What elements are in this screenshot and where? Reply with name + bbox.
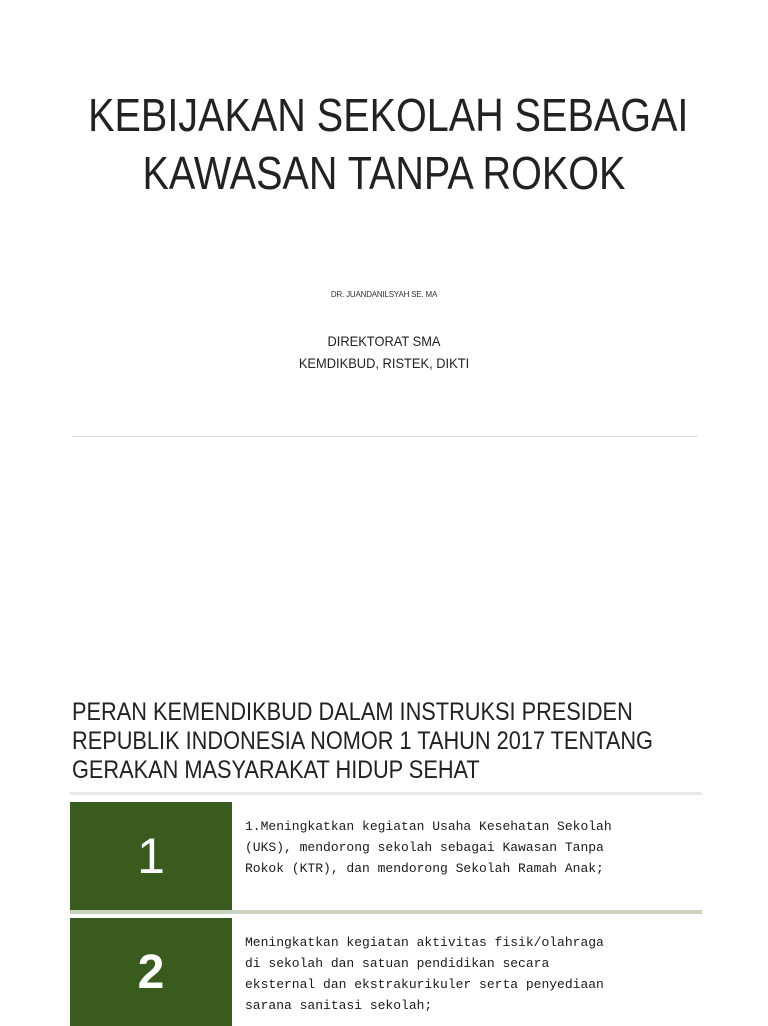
- slide-heading: [72, 698, 653, 785]
- slide-heading-line-3: GERAKAN MASYARAKAT HIDUP SEHAT: [72, 756, 480, 784]
- content-slide: [0, 470, 768, 1024]
- author-name: DR. JUANDANILSYAH SE. MA: [330, 290, 438, 299]
- slide-title: [88, 86, 689, 202]
- organization-line-1: DIREKTORAT SMA: [327, 333, 441, 349]
- organization-line-2: KEMDIKBUD, RISTEK, DIKTI: [298, 355, 470, 371]
- item-number-box: 2: [70, 918, 232, 1026]
- slide-heading-line-1: PERAN KEMENDIKBUD DALAM INSTRUKSI PRESIDEN: [72, 698, 633, 726]
- slide-title-line-1: KEBIJAKAN SEKOLAH SEBAGAI: [88, 89, 689, 141]
- heading-rule: [70, 792, 702, 795]
- list-item: [70, 918, 702, 1026]
- item-separator: [70, 910, 702, 914]
- title-slide: [0, 0, 768, 470]
- item-text: Meningkatkan kegiatan aktivitas fisik/olahraga di sekolah dan satuan pendidikan secara eksternal dan ekstrakurikuler serta penyediaan sarana sanitasi sekolah;: [245, 935, 604, 1013]
- list-item: [70, 802, 702, 910]
- item-text: 1.Meningkatkan kegiatan Usaha Kesehatan Sekolah (UKS), mendorong sekolah sebagai Kawasan Tanpa Rokok (KTR), dan mendorong Sekolah Ramah Anak;: [245, 819, 612, 876]
- slide-divider: [72, 436, 698, 437]
- organization: [31, 330, 738, 374]
- item-number-box: 1: [70, 802, 232, 910]
- slide-title-line-2: KAWASAN TANPA ROKOK: [142, 147, 626, 199]
- slide-heading-line-2: REPUBLIK INDONESIA NOMOR 1 TAHUN 2017 TENTANG: [72, 727, 653, 755]
